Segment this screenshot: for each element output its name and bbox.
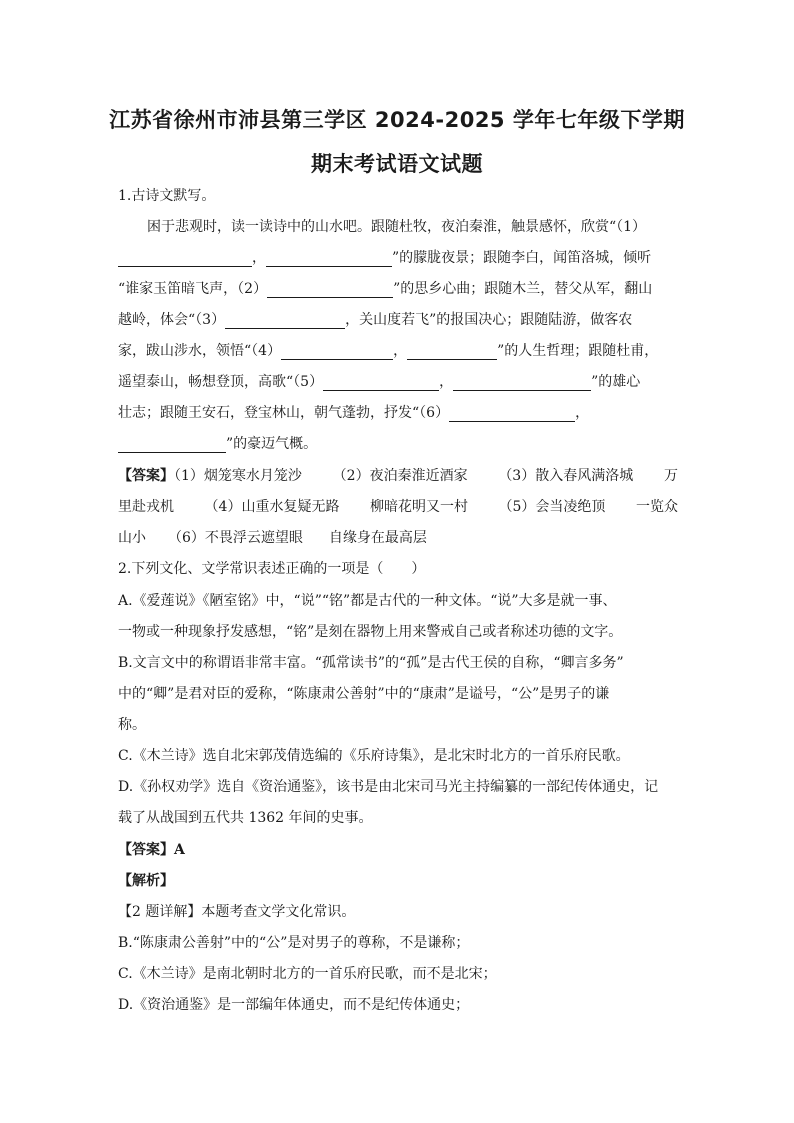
explanation-d: D.《资治通鉴》是一部编年体通史，而不是纪传体通史； [118,997,470,1013]
option-b-line: 中的“卿”是君对臣的爱称，“陈康肃公善射”中的“康肃”是谥号，“公”是男子的谦 [118,686,610,702]
answer-item: 山小 [118,530,146,546]
comma: ， [439,374,454,390]
question-1-text-line [118,212,707,243]
answer-item: 万 [663,468,678,484]
answer-blank-5b[interactable] [453,371,591,391]
option-b-line: 称。 [118,717,146,733]
comma: ， [252,250,266,266]
question-2-answer: 【答案】A [118,842,185,858]
answer-blank-6a[interactable] [449,402,575,422]
comma: ， [575,405,590,421]
answer-blank-1a[interactable] [118,247,252,267]
answer-blank-4a[interactable] [281,340,393,360]
answer-item: （6）不畏浮云遮望眼 [168,530,303,546]
answer-item: 一览众 [635,499,678,515]
passage-text: 困于悲观时，读一读诗中的山水吧。跟随杜牧，夜泊秦淮，触景感怀，欣赏“（1） [147,219,647,235]
question-1-text-line [118,429,678,460]
question-1-text-line [118,243,678,274]
answer-blank-2[interactable] [267,278,393,298]
question-1-text-line [118,305,678,336]
question-1-text-line [118,367,678,398]
option-d-line: 载了从战国到五代共 1362 年间的史事。 [118,810,373,826]
question-2-stem: 2.下列文化、文学常识表述正确的一项是（ ） [118,561,426,577]
passage-text: 越岭，体会“（3） [118,312,226,328]
passage-text: ”的思乡心曲；跟随木兰，替父从军，翻山 [393,281,653,297]
answer-label: 【答案】 [118,468,174,484]
question-1-answer-line [118,461,678,492]
explanation-b: B.“陈康肃公善射”中的“公”是对男子的尊称，不是谦称； [118,935,470,951]
passage-text: ”的人生哲理；跟随杜甫， [497,343,659,359]
question-1-text-line [118,336,678,367]
answer-item: （5）会当凌绝顶 [498,499,606,515]
question-2-analysis-label: 【解析】 [118,873,174,889]
answer-blank-3[interactable] [225,309,345,329]
passage-text: ”的雄心 [591,374,641,390]
answer-item: （3）散入春风满洛城 [498,468,634,484]
option-c-line: C.《木兰诗》选自北宋郭茂倩选编的《乐府诗集》，是北宋时北方的一首乐府民歌。 [118,748,630,764]
option-d-line: D.《孙权劝学》选自《资治通鉴》，该书是由北宋司马光主持编纂的一部纪传体通史，记 [118,779,659,795]
exam-title: 江苏省徐州市沛县第三学区 2024-2025 学年七年级下学期 [109,108,685,132]
question-1-text-line [118,398,678,429]
question-2-detail: 【2 题详解】本题考查文学文化常识。 [118,904,356,920]
answer-item: 里赴戎机 [118,499,174,515]
answer-blank-5a[interactable] [323,371,439,391]
answer-item: 柳暗花明又一村 [369,499,468,515]
answer-blank-4b[interactable] [407,340,497,360]
question-1-answer-line [118,523,678,554]
question-1-text-line [118,274,678,305]
passage-text: ”的朦胧夜景；跟随李白，闻笛洛城，倾听 [392,250,652,266]
passage-text: ，关山度若飞”的报国决心；跟随陆游，做客农 [345,312,633,328]
option-a-line: 一物或一种现象抒发感想，“铭”是刻在器物上用来警戒自己或者称述功德的文字。 [118,624,623,640]
answer-blank-6b[interactable] [118,433,226,453]
passage-text: ”的豪迈气概。 [226,436,318,452]
passage-text: 壮志；跟随王安石，登宝林山，朝气蓬勃，抒发“（6） [118,405,450,421]
comma: ， [393,343,408,359]
option-a-line: A.《爱莲说》《陋室铭》中，“说”“铭”都是古代的一种文体。“说”大多是就一事、 [118,593,617,609]
question-1-heading: 1.古诗文默写。 [118,188,216,204]
answer-item: （1）烟笼寒水月笼沙 [174,468,302,484]
answer-item: （2）夜泊秦淮近酒家 [332,468,468,484]
exam-subtitle: 期末考试语文试题 [311,152,483,176]
answer-item: （4）山重水复疑无路 [204,499,340,515]
passage-text: 遥望泰山，畅想登顶，高歌“（5） [118,374,324,390]
passage-text: 家，跋山涉水，领悟“（4） [118,343,282,359]
passage-text: “谁家玉笛暗飞声，（2） [118,281,268,297]
option-b-line: B.文言文中的称谓语非常丰富。“孤常读书”的“孤”是古代王侯的自称，“卿言多务” [118,655,624,671]
question-1-answer-line [118,492,678,523]
answer-item: 自缘身在最高层 [328,530,427,546]
answer-blank-1b[interactable] [266,247,392,267]
explanation-c: C.《木兰诗》是南北朝时北方的一首乐府民歌，而不是北宋； [118,966,497,982]
